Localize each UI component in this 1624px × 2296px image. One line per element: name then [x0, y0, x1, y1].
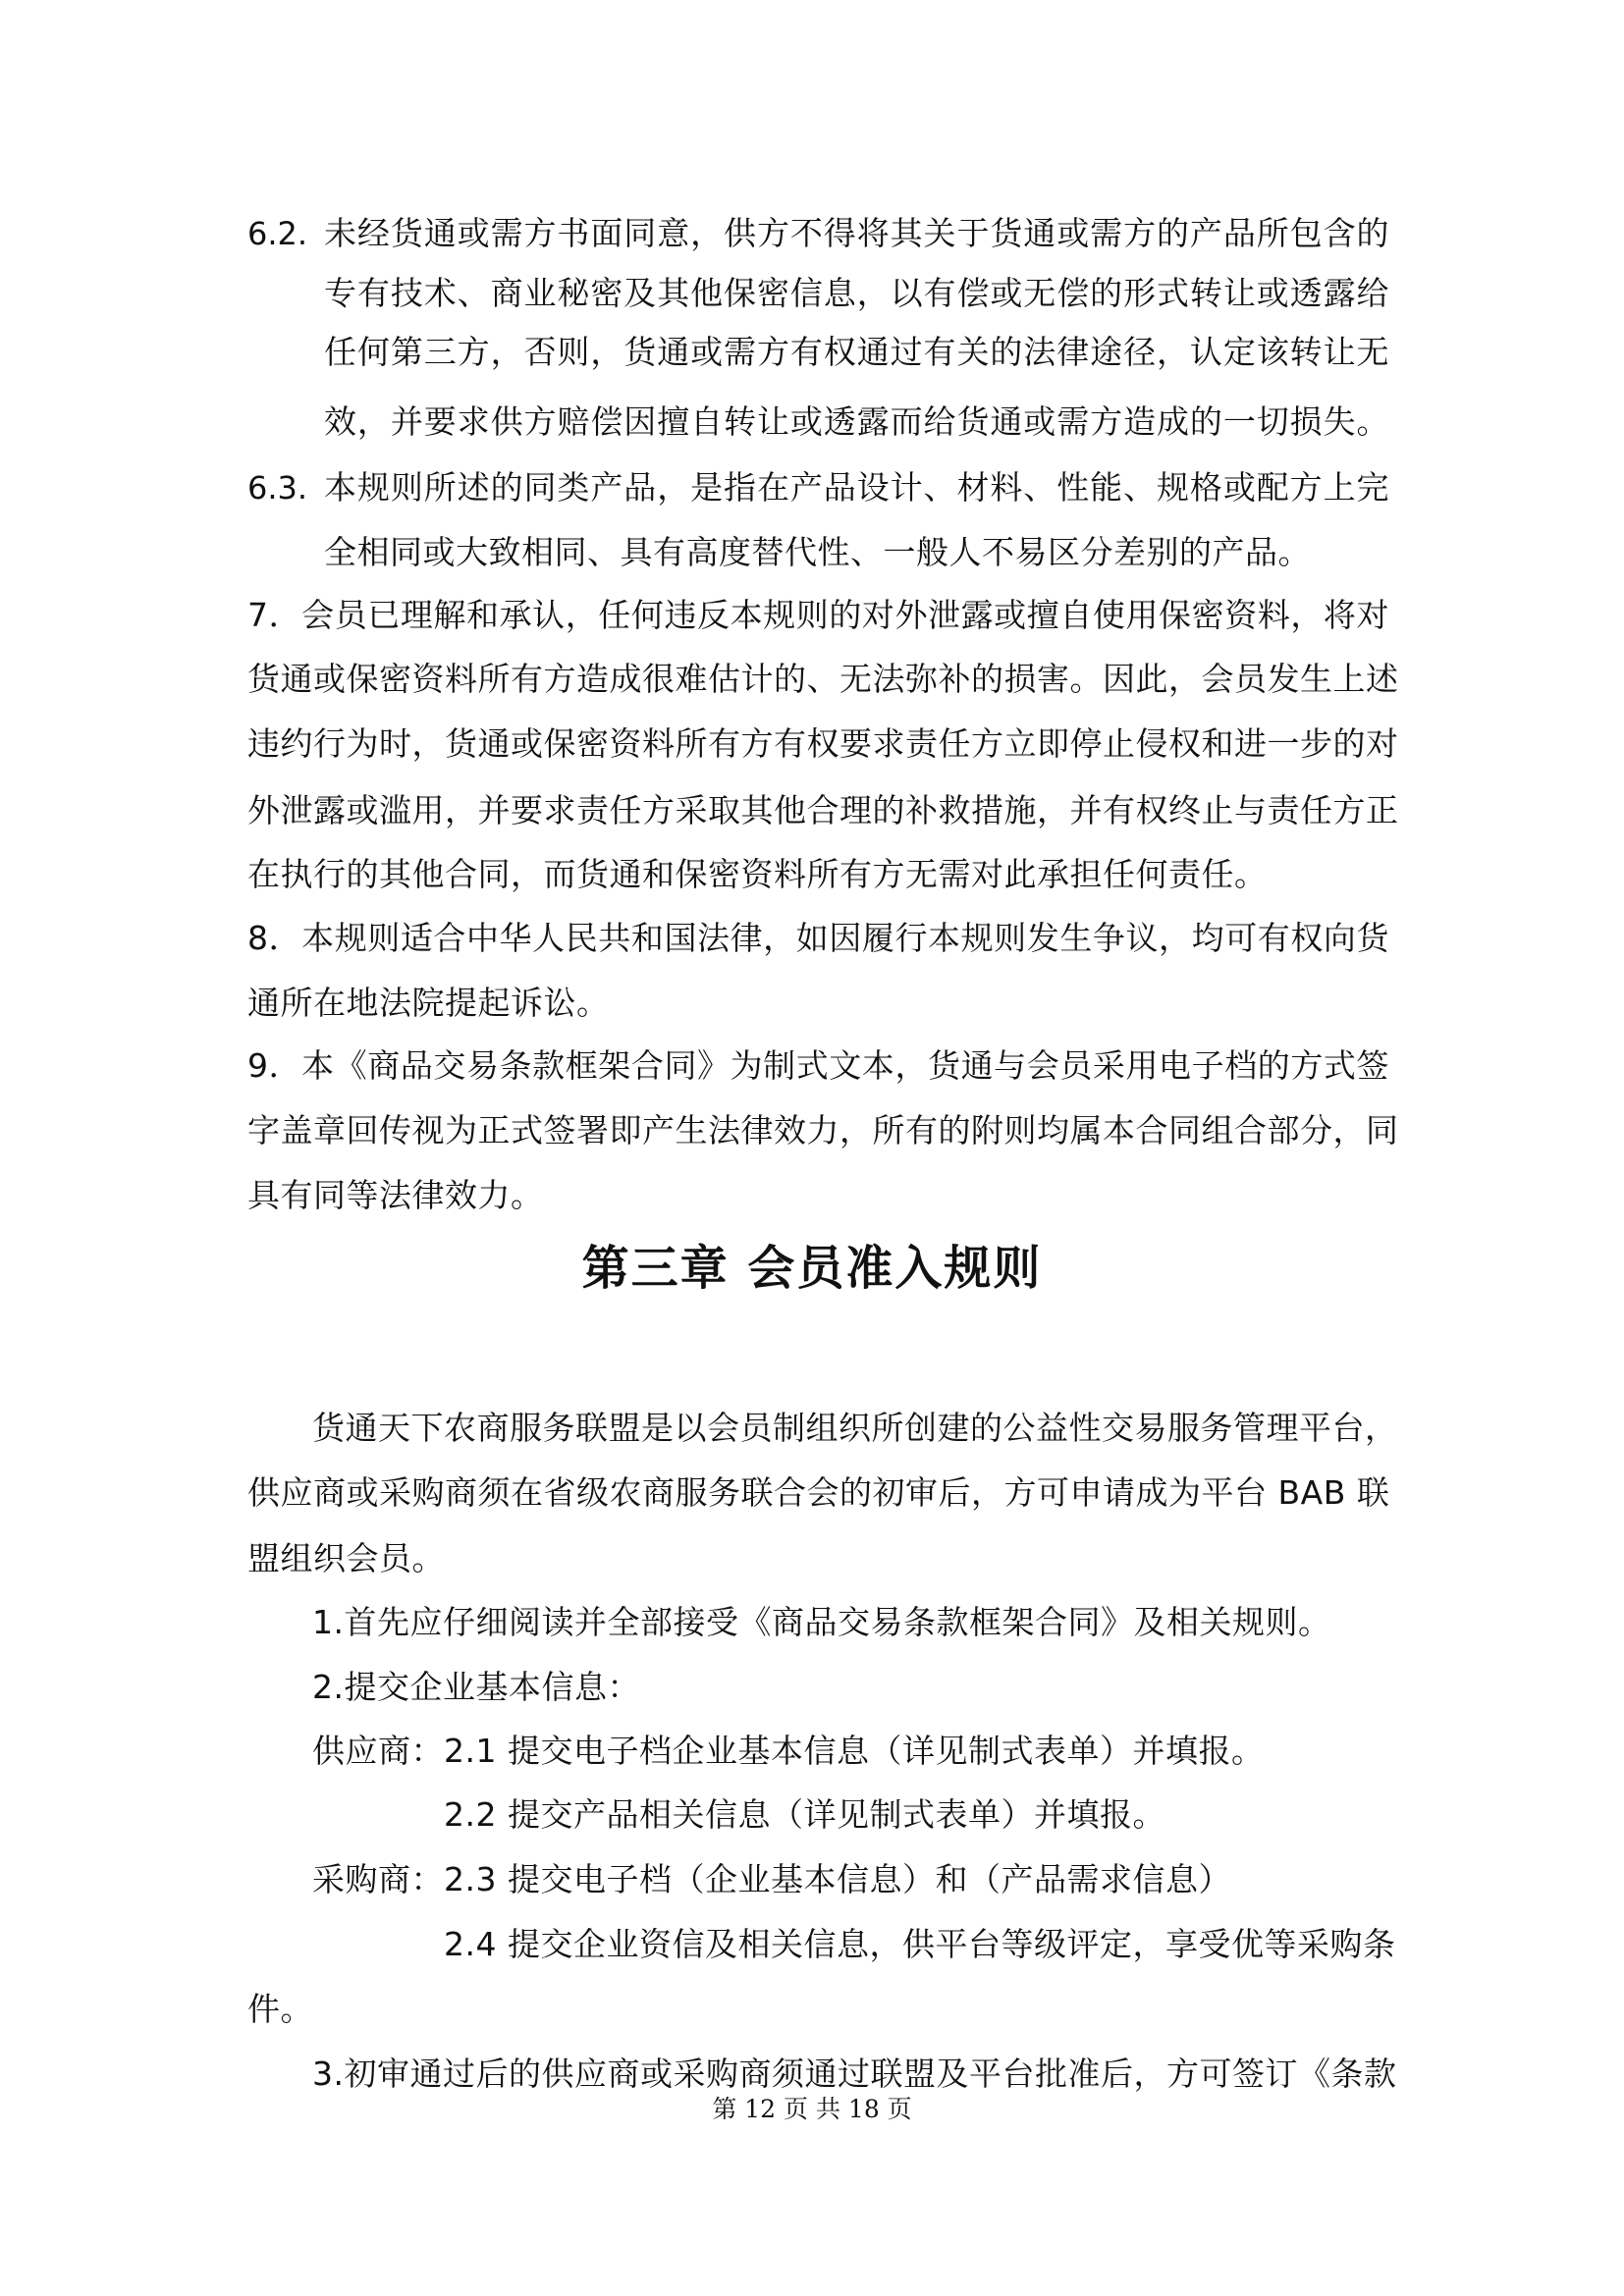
clause-9-line-2: 字盖章回传视为正式签署即产生法律效力，所有的附则均属本合同组合部分，同 — [247, 1111, 1399, 1149]
supplier-label: 供应商： — [312, 1732, 444, 1770]
clause-7-line-2: 货通或保密资料所有方造成很难估计的、无法弥补的损害。因此，会员发生上述 — [247, 660, 1399, 698]
clause-9-line-1: 9．本《商品交易条款框架合同》为制式文本，货通与会员采用电子档的方式签 — [247, 1046, 1389, 1085]
clause-7-line-3: 违约行为时，货通或保密资料所有方有权要求责任方立即停止侵权和进一步的对 — [247, 724, 1399, 763]
clause-7-line-4: 外泄露或滥用，并要求责任方采取其他合理的补救措施，并有权终止与责任方正 — [247, 791, 1399, 829]
step-2-1: 2.1 提交电子档企业基本信息（详见制式表单）并填报。 — [444, 1732, 1265, 1770]
clause-6-2-line-4: 效，并要求供方赔偿因擅自转让或透露而给货通或需方造成的一切损失。 — [324, 402, 1389, 441]
clause-8-line-2: 通所在地法院提起诉讼。 — [247, 984, 610, 1022]
clause-7-line-1: 7．会员已理解和承认，任何违反本规则的对外泄露或擅自使用保密资料，将对 — [247, 596, 1389, 634]
step-2-2: 2.2 提交产品相关信息（详见制式表单）并填报。 — [444, 1795, 1165, 1834]
clause-6-2-line-2: 专有技术、商业秘密及其他保密信息，以有偿或无偿的形式转让或透露给 — [324, 274, 1389, 312]
step-2-4: 2.4 提交企业资信及相关信息，供平台等级评定，享受优等采购条 — [444, 1925, 1396, 1963]
page-footer: 第 12 页 共 18 页 — [712, 2095, 912, 2123]
chapter-title: 第三章 会员准入规则 — [581, 1241, 1043, 1296]
step-2-3: 2.3 提交电子档（企业基本信息）和（产品需求信息） — [444, 1860, 1231, 1898]
chapter-intro-line-1: 货通天下农商服务联盟是以会员制组织所创建的公益性交易服务管理平台， — [312, 1409, 1398, 1447]
clause-8-line-1: 8．本规则适合中华人民共和国法律，如因履行本规则发生争议，均可有权向货 — [247, 919, 1389, 957]
clause-6-2-line-3: 任何第三方，否则，货通或需方有权通过有关的法律途径，认定该转让无 — [324, 333, 1389, 371]
step-2: 2.提交企业基本信息： — [312, 1668, 640, 1706]
step-3: 3.初审通过后的供应商或采购商须通过联盟及平台批准后，方可签订《条款 — [312, 2055, 1397, 2093]
clause-9-line-3: 具有同等法律效力。 — [247, 1176, 544, 1214]
clause-6-3-line-2: 全相同或大致相同、具有高度替代性、一般人不易区分差别的产品。 — [324, 533, 1311, 571]
clause-6-3-line-1: 本规则所述的同类产品，是指在产品设计、材料、性能、规格或配方上完 — [324, 468, 1389, 507]
clause-6-2-line-1: 未经货通或需方书面同意，供方不得将其关于货通或需方的产品所包含的 — [324, 214, 1389, 252]
step-1: 1.首先应仔细阅读并全部接受《商品交易条款框架合同》及相关规则。 — [312, 1603, 1331, 1641]
buyer-label: 采购商： — [312, 1860, 444, 1898]
chapter-intro-line-3: 盟组织会员。 — [247, 1539, 445, 1577]
clause-number-6-2: 6.2. — [247, 215, 308, 252]
clause-number-6-3: 6.3. — [247, 469, 308, 507]
clause-7-line-5: 在执行的其他合同，而货通和保密资料所有方无需对此承担任何责任。 — [247, 855, 1268, 893]
chapter-intro-line-2: 供应商或采购商须在省级农商服务联合会的初审后，方可申请成为平台 BAB 联 — [247, 1473, 1390, 1512]
step-2-4-continued: 件。 — [247, 1990, 313, 2028]
